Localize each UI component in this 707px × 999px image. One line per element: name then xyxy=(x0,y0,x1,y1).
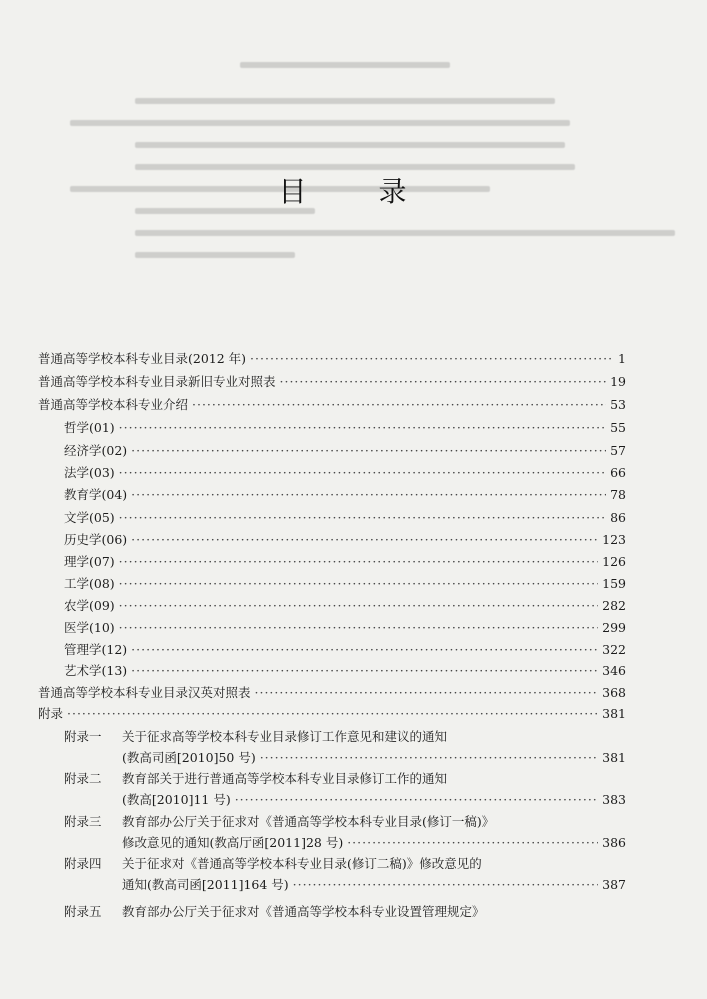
dot-leader xyxy=(131,443,606,459)
dot-leader xyxy=(192,397,606,413)
dot-leader xyxy=(131,532,598,548)
toc-entry-page: 19 xyxy=(610,374,626,389)
toc-entry[interactable] xyxy=(64,576,626,592)
dot-leader xyxy=(293,877,598,893)
toc-entry-label: 艺术学(13) xyxy=(64,663,128,678)
toc-entry-label: 普通高等学校本科专业介绍 xyxy=(38,397,189,412)
toc-entry[interactable] xyxy=(64,598,626,614)
toc-entry-page: 86 xyxy=(610,510,626,525)
appendix-title: 关于征求高等学校本科专业目录修订工作意见和建议的通知 xyxy=(122,729,448,744)
appendix-entry[interactable] xyxy=(64,729,626,769)
toc-entry[interactable] xyxy=(64,663,626,679)
appendix-subtitle: 修改意见的通知(教高厅函[2011]28 号) xyxy=(122,835,344,850)
appendix-tag: 附录四 xyxy=(64,856,102,871)
toc-entry[interactable] xyxy=(38,374,626,390)
dot-leader xyxy=(347,835,598,851)
toc-entry[interactable] xyxy=(38,685,626,701)
toc-entry-page: 381 xyxy=(602,750,626,765)
toc-entry-label: 文学(05) xyxy=(64,510,115,525)
toc-entry-page: 78 xyxy=(610,487,626,502)
appendix-entry[interactable] xyxy=(64,771,626,811)
toc-entry-page: 381 xyxy=(602,706,626,721)
appendix-title: 关于征求对《普通高等学校本科专业目录(修订二稿)》修改意见的 xyxy=(122,856,482,871)
toc-entry-label: 农学(09) xyxy=(64,598,115,613)
dot-leader xyxy=(119,465,606,481)
dot-leader xyxy=(119,598,598,614)
toc-entry-label: 普通高等学校本科专业目录新旧专业对照表 xyxy=(38,374,276,389)
toc-entry-label: 普通高等学校本科专业目录(2012 年) xyxy=(38,351,247,366)
toc-entry-page: 282 xyxy=(602,598,626,613)
dot-leader xyxy=(280,374,607,390)
toc-entry[interactable] xyxy=(64,465,626,481)
appendix-tag: 附录五 xyxy=(64,904,102,919)
toc-entry-label: 管理学(12) xyxy=(64,642,128,657)
toc-entry-page: 1 xyxy=(618,351,626,366)
toc-entry[interactable] xyxy=(38,706,626,722)
bleed-through-text xyxy=(40,62,680,272)
toc-entry-page: 383 xyxy=(602,792,626,807)
appendix-subtitle: (教高司函[2010]50 号) xyxy=(122,750,256,765)
dot-leader xyxy=(131,663,598,679)
toc-entry-page: 123 xyxy=(602,532,626,547)
appendix-subtitle: (教高[2010]11 号) xyxy=(122,792,231,807)
toc-entry-label: 历史学(06) xyxy=(64,532,128,547)
dot-leader xyxy=(119,576,598,592)
toc-entry-page: 55 xyxy=(610,420,626,435)
toc-entry[interactable] xyxy=(64,510,626,526)
toc-entry-page: 299 xyxy=(602,620,626,635)
toc-entry-page: 386 xyxy=(602,835,626,850)
appendix-entry[interactable] xyxy=(64,856,626,896)
dot-leader xyxy=(119,554,598,570)
dot-leader xyxy=(131,487,606,503)
appendix-title: 教育部办公厅关于征求对《普通高等学校本科专业设置管理规定》 xyxy=(122,904,485,919)
toc-entry-page: 346 xyxy=(602,663,626,678)
dot-leader xyxy=(131,642,598,658)
appendix-tag: 附录二 xyxy=(64,771,102,786)
toc-entry-label: 教育学(04) xyxy=(64,487,128,502)
toc-entry-label: 经济学(02) xyxy=(64,443,128,458)
appendix-title: 教育部关于进行普通高等学校本科专业目录修订工作的通知 xyxy=(122,771,448,786)
toc-entry-label: 法学(03) xyxy=(64,465,115,480)
toc-entry[interactable] xyxy=(64,554,626,570)
toc-entry-label: 普通高等学校本科专业目录汉英对照表 xyxy=(38,685,251,700)
toc-entry-page: 57 xyxy=(610,443,626,458)
dot-leader xyxy=(119,420,606,436)
dot-leader xyxy=(235,792,598,808)
page-title: 目 录 xyxy=(278,175,429,208)
toc-entry-page: 387 xyxy=(602,877,626,892)
appendix-title: 教育部办公厅关于征求对《普通高等学校本科专业目录(修订一稿)》 xyxy=(122,814,495,829)
toc-entry-page: 159 xyxy=(602,576,626,591)
appendix-tag: 附录一 xyxy=(64,729,102,744)
dot-leader xyxy=(250,351,614,367)
toc-entry[interactable] xyxy=(64,620,626,636)
toc-entry[interactable] xyxy=(64,487,626,503)
appendix-entry[interactable] xyxy=(64,904,626,944)
appendix-subtitle: 通知(教高司函[2011]164 号) xyxy=(122,877,289,892)
toc-entry-label: 医学(10) xyxy=(64,620,115,635)
toc-entry[interactable] xyxy=(38,351,626,367)
toc-entry-label: 哲学(01) xyxy=(64,420,115,435)
dot-leader xyxy=(119,510,606,526)
dot-leader xyxy=(119,620,598,636)
toc-entry[interactable] xyxy=(64,642,626,658)
toc-entry-page: 53 xyxy=(610,397,626,412)
toc-entry-label: 附录 xyxy=(38,706,64,721)
toc-entry[interactable] xyxy=(38,397,626,413)
toc-entry[interactable] xyxy=(64,532,626,548)
toc-entry[interactable] xyxy=(64,443,626,459)
toc-entry-label: 工学(08) xyxy=(64,576,115,591)
dot-leader xyxy=(67,706,598,722)
dot-leader xyxy=(255,685,599,701)
appendix-tag: 附录三 xyxy=(64,814,102,829)
toc-entry-page: 126 xyxy=(602,554,626,569)
toc-entry-page: 368 xyxy=(602,685,626,700)
dot-leader xyxy=(260,750,598,766)
toc-entry-page: 66 xyxy=(610,465,626,480)
toc-entry-page: 322 xyxy=(602,642,626,657)
toc-entry-label: 理学(07) xyxy=(64,554,115,569)
appendix-entry[interactable] xyxy=(64,814,626,854)
toc-entry[interactable] xyxy=(64,420,626,436)
